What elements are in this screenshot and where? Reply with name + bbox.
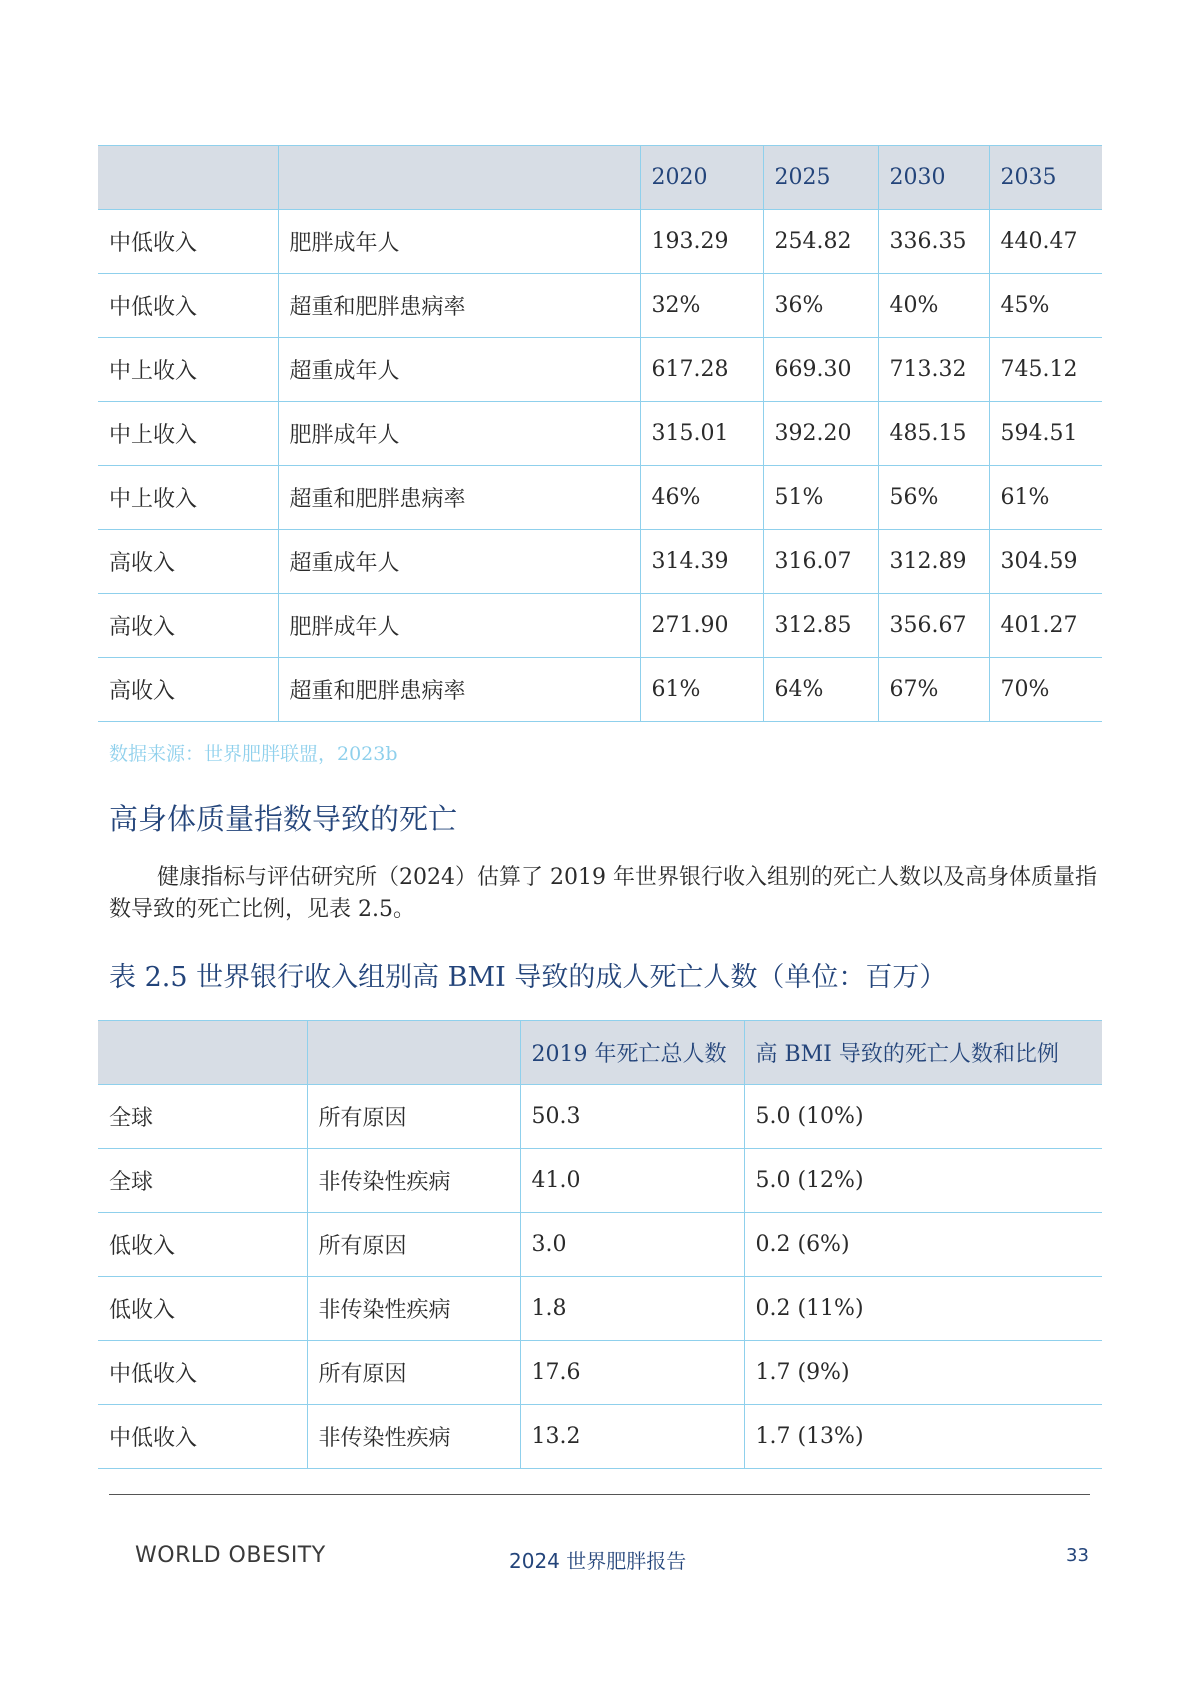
header-cell bbox=[307, 1021, 520, 1085]
table-cell: 594.51 bbox=[989, 402, 1102, 466]
table-cell: 中低收入 bbox=[98, 1341, 307, 1405]
header-cell: 2035 bbox=[989, 146, 1102, 210]
table-cell: 高收入 bbox=[98, 530, 278, 594]
table-row bbox=[98, 1405, 1102, 1469]
table-cell: 全球 bbox=[98, 1085, 307, 1149]
table-cell: 61% bbox=[989, 466, 1102, 530]
table-cell: 312.85 bbox=[763, 594, 878, 658]
table-cell: 0.2 (11%) bbox=[744, 1277, 1102, 1341]
table-cell: 315.01 bbox=[640, 402, 763, 466]
header-cell: 2030 bbox=[878, 146, 989, 210]
table-cell: 271.90 bbox=[640, 594, 763, 658]
table-header-row bbox=[98, 146, 1102, 210]
table-cell: 低收入 bbox=[98, 1277, 307, 1341]
table-row bbox=[98, 274, 1102, 338]
table-cell: 745.12 bbox=[989, 338, 1102, 402]
table-cell: 肥胖成年人 bbox=[278, 210, 640, 274]
table-cell: 356.67 bbox=[878, 594, 989, 658]
table-cell: 254.82 bbox=[763, 210, 878, 274]
table-cell: 超重和肥胖患病率 bbox=[278, 658, 640, 722]
header-cell: 2019 年死亡总人数 bbox=[520, 1021, 744, 1085]
table-caption: 表 2.5 世界银行收入组别高 BMI 导致的成人死亡人数（单位：百万） bbox=[109, 962, 947, 993]
world-obesity-logo: WORLD OBESITY bbox=[135, 1543, 326, 1568]
table-cell: 61% bbox=[640, 658, 763, 722]
table-cell: 中上收入 bbox=[98, 402, 278, 466]
table-cell: 41.0 bbox=[520, 1149, 744, 1213]
table-cell: 1.8 bbox=[520, 1277, 744, 1341]
table-cell: 超重和肥胖患病率 bbox=[278, 274, 640, 338]
bmi-deaths-table bbox=[98, 1020, 1102, 1469]
table-row bbox=[98, 1277, 1102, 1341]
table-cell: 所有原因 bbox=[307, 1341, 520, 1405]
footer-divider bbox=[109, 1494, 1090, 1495]
header-cell bbox=[98, 1021, 307, 1085]
table-cell: 高收入 bbox=[98, 594, 278, 658]
obesity-projection-table bbox=[98, 145, 1102, 722]
table-row bbox=[98, 530, 1102, 594]
table-cell: 低收入 bbox=[98, 1213, 307, 1277]
table-cell: 56% bbox=[878, 466, 989, 530]
table-cell: 304.59 bbox=[989, 530, 1102, 594]
table-cell: 36% bbox=[763, 274, 878, 338]
table-cell: 1.7 (13%) bbox=[744, 1405, 1102, 1469]
table-row bbox=[98, 1213, 1102, 1277]
table-row bbox=[98, 210, 1102, 274]
table-cell: 193.29 bbox=[640, 210, 763, 274]
table-cell: 316.07 bbox=[763, 530, 878, 594]
table-cell: 46% bbox=[640, 466, 763, 530]
table-row bbox=[98, 1341, 1102, 1405]
table-cell: 401.27 bbox=[989, 594, 1102, 658]
table-cell: 超重和肥胖患病率 bbox=[278, 466, 640, 530]
table-cell: 中低收入 bbox=[98, 274, 278, 338]
table-cell: 51% bbox=[763, 466, 878, 530]
table-cell: 17.6 bbox=[520, 1341, 744, 1405]
header-cell: 高 BMI 导致的死亡人数和比例 bbox=[744, 1021, 1102, 1085]
table-cell: 中上收入 bbox=[98, 466, 278, 530]
source-note: 数据来源：世界肥胖联盟，2023b bbox=[109, 743, 398, 765]
table-cell: 中低收入 bbox=[98, 1405, 307, 1469]
table-cell: 669.30 bbox=[763, 338, 878, 402]
table-cell: 45% bbox=[989, 274, 1102, 338]
header-cell: 2020 bbox=[640, 146, 763, 210]
table-cell: 617.28 bbox=[640, 338, 763, 402]
table-cell: 中上收入 bbox=[98, 338, 278, 402]
table-cell: 1.7 (9%) bbox=[744, 1341, 1102, 1405]
table-cell: 超重成年人 bbox=[278, 530, 640, 594]
table-cell: 所有原因 bbox=[307, 1085, 520, 1149]
table-cell: 非传染性疾病 bbox=[307, 1277, 520, 1341]
table-cell: 67% bbox=[878, 658, 989, 722]
table-cell: 392.20 bbox=[763, 402, 878, 466]
table-cell: 超重成年人 bbox=[278, 338, 640, 402]
table-row bbox=[98, 402, 1102, 466]
table-cell: 50.3 bbox=[520, 1085, 744, 1149]
table-cell: 5.0 (12%) bbox=[744, 1149, 1102, 1213]
table-row bbox=[98, 466, 1102, 530]
table-cell: 32% bbox=[640, 274, 763, 338]
table-cell: 高收入 bbox=[98, 658, 278, 722]
body-paragraph: 健康指标与评估研究所（2024）估算了 2019 年世界银行收入组别的死亡人数以及高身体质量指数导致的死亡比例，见表 2.5。 bbox=[109, 865, 1097, 922]
table-cell: 非传染性疾病 bbox=[307, 1405, 520, 1469]
report-title: 2024 世界肥胖报告 bbox=[509, 1549, 687, 1573]
header-cell: 2025 bbox=[763, 146, 878, 210]
table-cell: 3.0 bbox=[520, 1213, 744, 1277]
header-cell bbox=[278, 146, 640, 210]
table-row bbox=[98, 658, 1102, 722]
table-header-row bbox=[98, 1021, 1102, 1085]
table-cell: 所有原因 bbox=[307, 1213, 520, 1277]
table-cell: 64% bbox=[763, 658, 878, 722]
table-cell: 312.89 bbox=[878, 530, 989, 594]
table-cell: 485.15 bbox=[878, 402, 989, 466]
table-cell: 非传染性疾病 bbox=[307, 1149, 520, 1213]
table-row bbox=[98, 594, 1102, 658]
page-number: 33 bbox=[1066, 1545, 1089, 1566]
table-cell: 5.0 (10%) bbox=[744, 1085, 1102, 1149]
table-cell: 肥胖成年人 bbox=[278, 402, 640, 466]
header-cell bbox=[98, 146, 278, 210]
table-cell: 全球 bbox=[98, 1149, 307, 1213]
table-cell: 0.2 (6%) bbox=[744, 1213, 1102, 1277]
section-heading: 高身体质量指数导致的死亡 bbox=[109, 802, 458, 836]
table-cell: 713.32 bbox=[878, 338, 989, 402]
table-cell: 314.39 bbox=[640, 530, 763, 594]
table-row bbox=[98, 1149, 1102, 1213]
table-row bbox=[98, 338, 1102, 402]
table-cell: 40% bbox=[878, 274, 989, 338]
table-cell: 440.47 bbox=[989, 210, 1102, 274]
table-cell: 13.2 bbox=[520, 1405, 744, 1469]
table-row bbox=[98, 1085, 1102, 1149]
table-cell: 70% bbox=[989, 658, 1102, 722]
table-cell: 336.35 bbox=[878, 210, 989, 274]
table-cell: 肥胖成年人 bbox=[278, 594, 640, 658]
table-cell: 中低收入 bbox=[98, 210, 278, 274]
